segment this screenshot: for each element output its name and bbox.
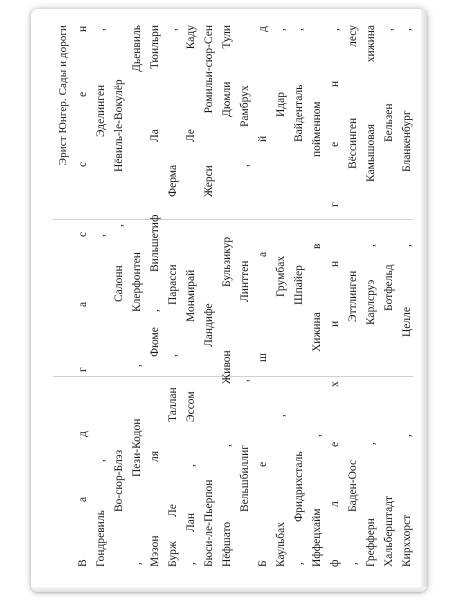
word: Гондревиль <box>95 510 107 567</box>
word: Монмирай <box>185 269 197 322</box>
word: Каду <box>185 25 197 50</box>
word: Клерфонтен <box>131 252 143 312</box>
word: Вельшбиллиг <box>239 445 251 512</box>
book-page <box>31 9 427 592</box>
word: Каульбах <box>275 522 287 567</box>
word: Эделинген <box>95 84 107 137</box>
letter: а <box>257 251 269 257</box>
word: , <box>347 562 359 565</box>
text-line <box>328 25 342 567</box>
letter: ш <box>257 353 269 362</box>
word: Идар <box>275 91 287 117</box>
word: , <box>131 562 143 565</box>
text-line <box>364 25 378 567</box>
letter: г <box>77 367 89 372</box>
letter: В <box>77 559 89 567</box>
letter: е <box>257 461 269 467</box>
word: Лан <box>185 512 197 532</box>
letter: а <box>77 496 89 502</box>
word: Ландифе <box>203 303 215 347</box>
letter: е <box>329 141 341 147</box>
text-line <box>220 25 234 567</box>
text-line <box>112 25 126 567</box>
word: Таллан <box>167 387 179 422</box>
word: ля <box>149 450 161 462</box>
letter: н <box>77 25 89 32</box>
word: , <box>95 28 107 31</box>
letter: ф <box>329 559 341 567</box>
word: Ла <box>149 129 161 142</box>
word: Фридрихсталь <box>293 451 305 522</box>
word: Эссом <box>185 391 197 422</box>
word: пойменном <box>311 101 323 157</box>
word: Пези-Кодон <box>131 418 143 477</box>
word: Карлсруэ <box>365 279 377 325</box>
text-line <box>184 25 198 567</box>
word: Линттен <box>239 260 251 302</box>
word: Ромильи-сюр-Сен <box>203 25 215 114</box>
word: Вёссинген <box>347 117 359 169</box>
word: Салонн <box>113 265 125 302</box>
word: Нёвиль-le-Вокулёр <box>113 79 125 172</box>
word: Целле <box>401 307 413 337</box>
word: Эттлинген <box>347 270 359 322</box>
text-line <box>400 25 414 567</box>
letter: х <box>329 381 341 387</box>
word: Дюмли <box>221 81 233 117</box>
letter: й <box>257 135 269 142</box>
letter: с <box>77 231 89 237</box>
word: , <box>329 28 341 31</box>
word: , <box>401 28 413 31</box>
word: Вайденталь <box>293 84 305 142</box>
text-line <box>256 25 270 567</box>
word: Кирххорст <box>401 514 413 567</box>
word: Фюме <box>149 327 161 357</box>
word: Тюильри <box>149 25 161 70</box>
word: , <box>275 414 287 417</box>
letter: д <box>257 26 269 32</box>
word: , <box>149 309 161 312</box>
text-line <box>346 25 360 567</box>
word: Бурж <box>167 541 179 567</box>
word: Бланкенбург <box>401 110 413 172</box>
word: Ферма <box>167 164 179 197</box>
word: , <box>275 28 287 31</box>
word: Бюси-ле-Пьерпон <box>203 479 215 567</box>
word: хижина <box>365 25 377 63</box>
word: , <box>113 224 125 227</box>
word: , <box>185 464 197 467</box>
word: Жерси <box>203 165 215 197</box>
word: , <box>185 562 197 565</box>
word: , <box>167 354 179 357</box>
word: , <box>131 364 143 367</box>
word: , <box>221 444 233 447</box>
letter: е <box>77 91 89 97</box>
word: Бельзен <box>383 103 395 142</box>
text-line <box>292 25 306 567</box>
word: Ле <box>167 504 179 517</box>
word: Рамбрух <box>239 85 251 127</box>
word: Хальберштадт <box>383 495 395 567</box>
page-edge-right <box>421 9 427 592</box>
word: Иффецхайм <box>311 508 323 567</box>
word: , <box>239 379 251 382</box>
word: , <box>95 459 107 462</box>
word: Грумбах <box>275 255 287 297</box>
letter: н <box>329 80 341 87</box>
word: , <box>239 164 251 167</box>
letter: д <box>77 431 89 437</box>
letter: с <box>77 161 89 167</box>
word: Грефферн <box>365 518 377 567</box>
text-line <box>130 25 144 567</box>
word: Парасси <box>167 264 179 305</box>
word: в <box>311 243 323 249</box>
word: , <box>365 442 377 445</box>
word: Живон <box>221 350 233 384</box>
letter: л <box>329 501 341 507</box>
word: Тули <box>221 25 233 49</box>
letter: и <box>329 320 341 327</box>
word: Ботфельд <box>383 264 395 311</box>
word: Баден-Оос <box>347 459 359 512</box>
text-line <box>166 25 180 567</box>
word: Бульзикур <box>221 236 233 287</box>
word: Камышовая <box>365 124 377 182</box>
word: Нёфшато <box>221 521 233 567</box>
word: , <box>293 562 305 565</box>
word: , <box>401 434 413 437</box>
word: , <box>311 434 323 437</box>
word: Вильшетиф <box>149 214 161 272</box>
page-edge-bottom <box>31 587 427 592</box>
word: Мэзон <box>149 535 161 567</box>
text-line <box>310 25 324 567</box>
text-line <box>76 25 90 567</box>
word: , <box>167 28 179 31</box>
word: Ле <box>185 129 197 142</box>
text-line <box>382 25 396 567</box>
word: Хижина <box>311 312 323 352</box>
letter: а <box>77 301 89 307</box>
word: Шпайер <box>293 265 305 305</box>
text-line <box>274 25 288 567</box>
word: , <box>95 234 107 237</box>
text-line <box>202 25 216 567</box>
text-line <box>148 25 162 567</box>
word: , <box>383 28 395 31</box>
word: , <box>293 28 305 31</box>
running-header: Эрист Юнгер. Сады и дороги <box>57 25 69 166</box>
text-block <box>53 25 413 567</box>
letter: г <box>329 202 341 207</box>
letter: е <box>329 441 341 447</box>
word: , <box>365 244 377 247</box>
word: лесу <box>347 25 359 47</box>
word: Дьенвиль <box>131 25 143 72</box>
text-line <box>238 25 252 567</box>
letter: Б <box>257 560 269 567</box>
letter: н <box>329 260 341 267</box>
text-line <box>94 25 108 567</box>
word: , <box>401 244 413 247</box>
word: Во-сюр-Блэз <box>113 449 125 512</box>
